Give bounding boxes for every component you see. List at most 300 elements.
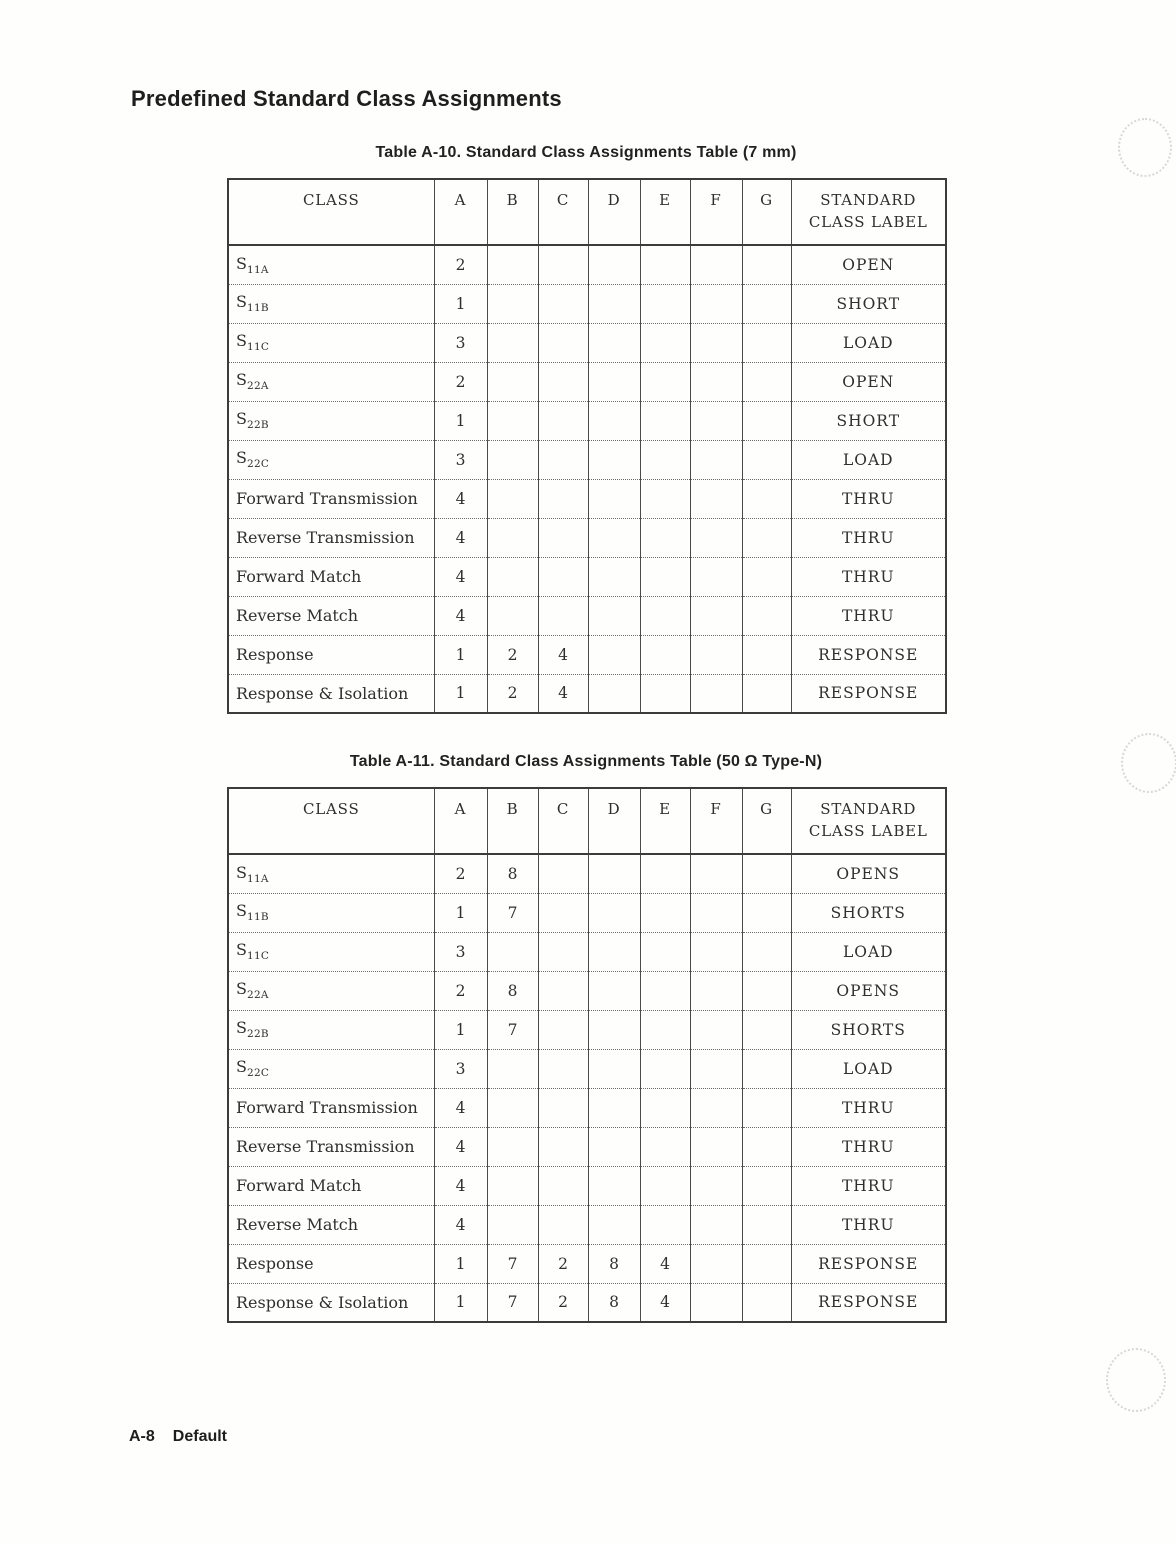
value-cell	[640, 1049, 690, 1088]
value-cell	[538, 854, 588, 893]
standard-class-label-cell: THRU	[791, 479, 946, 518]
value-cell	[487, 479, 538, 518]
value-cell	[538, 1205, 588, 1244]
standard-class-label-cell: RESPONSE	[791, 674, 946, 713]
value-cell	[588, 362, 640, 401]
value-cell	[538, 893, 588, 932]
value-cell	[538, 440, 588, 479]
table-row	[228, 854, 946, 893]
value-cell	[690, 932, 742, 971]
value-cell: 3	[434, 440, 487, 479]
value-cell	[588, 932, 640, 971]
value-cell	[640, 971, 690, 1010]
value-cell: 4	[434, 557, 487, 596]
punch-hole-artifact	[1106, 1348, 1166, 1412]
page-heading: Predefined Standard Class Assignments	[131, 86, 562, 111]
value-cell	[487, 440, 538, 479]
class-name: Forward Transmission	[236, 489, 418, 508]
header-row	[228, 179, 946, 245]
class-cell	[228, 557, 434, 596]
standard-class-label-cell: OPEN	[791, 362, 946, 401]
value-cell	[487, 245, 538, 284]
standard-class-label-cell: OPENS	[791, 971, 946, 1010]
value-cell	[742, 518, 791, 557]
value-cell	[690, 893, 742, 932]
table-row	[228, 518, 946, 557]
table-row	[228, 1049, 946, 1088]
value-cell: 1	[434, 1283, 487, 1322]
value-cell: 2	[434, 245, 487, 284]
class-subscript: 22A	[246, 989, 269, 1002]
value-cell	[487, 401, 538, 440]
value-cell	[690, 479, 742, 518]
value-cell	[640, 362, 690, 401]
value-cell: 4	[640, 1283, 690, 1322]
value-cell	[588, 596, 640, 635]
table-row	[228, 440, 946, 479]
value-cell	[640, 854, 690, 893]
table-row	[228, 284, 946, 323]
value-cell: 2	[538, 1244, 588, 1283]
value-cell	[742, 1088, 791, 1127]
value-cell	[742, 1010, 791, 1049]
class-name: Response	[236, 645, 314, 664]
value-cell	[742, 971, 791, 1010]
value-cell	[742, 401, 791, 440]
value-cell	[690, 1010, 742, 1049]
class-name: Reverse Match	[236, 606, 359, 625]
value-cell	[640, 557, 690, 596]
class-subscript: 11A	[246, 263, 269, 276]
value-cell	[487, 1088, 538, 1127]
table-row	[228, 596, 946, 635]
class-cell	[228, 1283, 434, 1322]
column-header: A	[434, 788, 487, 854]
column-header: STANDARD CLASS LABEL	[791, 179, 946, 245]
class-cell	[228, 362, 434, 401]
value-cell	[588, 1166, 640, 1205]
value-cell	[538, 1166, 588, 1205]
value-cell: 8	[487, 971, 538, 1010]
class-name: S	[236, 862, 247, 882]
table-row	[228, 635, 946, 674]
column-header: B	[487, 179, 538, 245]
value-cell	[538, 1010, 588, 1049]
standard-class-label-cell: SHORTS	[791, 893, 946, 932]
value-cell	[640, 440, 690, 479]
table-row	[228, 401, 946, 440]
value-cell: 8	[487, 854, 538, 893]
value-cell	[690, 362, 742, 401]
value-cell	[690, 518, 742, 557]
value-cell	[588, 284, 640, 323]
standard-class-label-cell: THRU	[791, 1166, 946, 1205]
standard-class-label-cell: THRU	[791, 1127, 946, 1166]
value-cell: 4	[434, 1088, 487, 1127]
value-cell	[690, 854, 742, 893]
value-cell	[690, 1088, 742, 1127]
standard-class-label-cell: THRU	[791, 557, 946, 596]
standard-class-label-cell: LOAD	[791, 440, 946, 479]
standard-class-label-cell: THRU	[791, 518, 946, 557]
value-cell	[742, 854, 791, 893]
class-cell	[228, 479, 434, 518]
value-cell: 4	[640, 1244, 690, 1283]
standard-class-assignments-table-7mm	[227, 178, 947, 714]
value-cell: 7	[487, 893, 538, 932]
value-cell	[742, 440, 791, 479]
standard-class-label-cell: SHORT	[791, 401, 946, 440]
class-cell	[228, 440, 434, 479]
value-cell	[690, 635, 742, 674]
standard-class-label-cell: THRU	[791, 1205, 946, 1244]
value-cell: 2	[434, 362, 487, 401]
value-cell	[690, 674, 742, 713]
value-cell	[588, 635, 640, 674]
value-cell	[588, 893, 640, 932]
column-header: D	[588, 179, 640, 245]
table-block-a11	[227, 753, 945, 1323]
class-name: S	[236, 409, 247, 429]
value-cell: 1	[434, 893, 487, 932]
value-cell	[538, 932, 588, 971]
value-cell	[487, 557, 538, 596]
value-cell	[742, 932, 791, 971]
table-a11-caption: Table A-11. Standard Class Assignments Table (50 Ω Type-N)	[349, 753, 823, 770]
class-subscript: 22C	[246, 1067, 270, 1080]
value-cell	[487, 1049, 538, 1088]
value-cell	[742, 596, 791, 635]
value-cell	[640, 635, 690, 674]
class-name: Reverse Transmission	[236, 528, 415, 547]
value-cell	[742, 1283, 791, 1322]
table-row	[228, 557, 946, 596]
class-subscript: 11A	[246, 872, 269, 885]
value-cell: 7	[487, 1283, 538, 1322]
value-cell	[640, 674, 690, 713]
table-row	[228, 1166, 946, 1205]
class-cell	[228, 401, 434, 440]
value-cell	[588, 518, 640, 557]
value-cell	[640, 932, 690, 971]
column-header: A	[434, 179, 487, 245]
class-name: Reverse Transmission	[236, 1137, 415, 1156]
value-cell	[690, 1205, 742, 1244]
class-name: S	[236, 940, 247, 960]
value-cell	[538, 479, 588, 518]
standard-class-label-cell: SHORT	[791, 284, 946, 323]
page-footer	[129, 1428, 227, 1446]
value-cell: 2	[487, 674, 538, 713]
value-cell: 2	[434, 854, 487, 893]
table-row	[228, 932, 946, 971]
value-cell	[690, 1166, 742, 1205]
value-cell	[538, 362, 588, 401]
class-subscript: 11C	[246, 341, 270, 354]
value-cell	[742, 1205, 791, 1244]
value-cell	[588, 854, 640, 893]
value-cell	[538, 323, 588, 362]
value-cell	[588, 323, 640, 362]
value-cell	[538, 1088, 588, 1127]
class-name: S	[236, 370, 247, 390]
value-cell	[538, 1127, 588, 1166]
class-subscript: 11B	[246, 302, 269, 315]
table-row	[228, 362, 946, 401]
value-cell	[640, 1166, 690, 1205]
value-cell: 4	[538, 635, 588, 674]
value-cell	[588, 1049, 640, 1088]
value-cell	[487, 596, 538, 635]
punch-hole-artifact	[1118, 118, 1172, 177]
class-cell	[228, 971, 434, 1010]
value-cell	[588, 557, 640, 596]
class-cell	[228, 1205, 434, 1244]
class-name: Forward Match	[236, 567, 362, 586]
table-row	[228, 245, 946, 284]
value-cell	[640, 518, 690, 557]
value-cell: 4	[434, 1127, 487, 1166]
value-cell	[487, 1205, 538, 1244]
value-cell: 3	[434, 323, 487, 362]
value-cell	[690, 245, 742, 284]
footer-label: Default	[172, 1428, 228, 1445]
class-subscript: 22A	[246, 380, 269, 393]
column-header: G	[742, 179, 791, 245]
value-cell: 4	[434, 518, 487, 557]
value-cell	[538, 1049, 588, 1088]
value-cell: 8	[588, 1283, 640, 1322]
value-cell: 4	[538, 674, 588, 713]
punch-hole-artifact	[1121, 733, 1176, 793]
table-row	[228, 674, 946, 713]
class-cell	[228, 1088, 434, 1127]
value-cell: 8	[588, 1244, 640, 1283]
value-cell: 3	[434, 932, 487, 971]
page-number: A-8	[129, 1428, 155, 1445]
value-cell	[742, 1127, 791, 1166]
standard-class-label-cell: LOAD	[791, 932, 946, 971]
value-cell	[640, 323, 690, 362]
column-header: E	[640, 788, 690, 854]
value-cell: 1	[434, 1010, 487, 1049]
value-cell	[742, 1166, 791, 1205]
table-row	[228, 479, 946, 518]
value-cell	[690, 596, 742, 635]
value-cell	[538, 518, 588, 557]
value-cell	[487, 932, 538, 971]
class-name: Response	[236, 1254, 314, 1273]
value-cell	[690, 323, 742, 362]
value-cell: 2	[487, 635, 538, 674]
value-cell	[538, 557, 588, 596]
table-row	[228, 1127, 946, 1166]
table-a10-caption: Table A-10. Standard Class Assignments Table (7 mm)	[375, 144, 797, 161]
value-cell	[588, 971, 640, 1010]
column-header: B	[487, 788, 538, 854]
value-cell: 7	[487, 1010, 538, 1049]
column-header: STANDARD CLASS LABEL	[791, 788, 946, 854]
table-row	[228, 1244, 946, 1283]
value-cell	[742, 635, 791, 674]
value-cell: 1	[434, 1244, 487, 1283]
class-cell	[228, 245, 434, 284]
value-cell	[538, 596, 588, 635]
value-cell	[640, 1127, 690, 1166]
value-cell: 4	[434, 596, 487, 635]
column-header: G	[742, 788, 791, 854]
standard-class-label-cell: RESPONSE	[791, 635, 946, 674]
table-row	[228, 1010, 946, 1049]
value-cell	[640, 479, 690, 518]
value-cell	[588, 1127, 640, 1166]
column-header: F	[690, 788, 742, 854]
class-name: S	[236, 1018, 247, 1038]
class-cell	[228, 635, 434, 674]
value-cell: 1	[434, 284, 487, 323]
value-cell	[640, 1205, 690, 1244]
table-row	[228, 1088, 946, 1127]
value-cell	[742, 674, 791, 713]
class-name: S	[236, 901, 247, 921]
value-cell	[690, 401, 742, 440]
class-cell	[228, 932, 434, 971]
column-header: E	[640, 179, 690, 245]
column-header: C	[538, 179, 588, 245]
value-cell	[538, 284, 588, 323]
value-cell: 7	[487, 1244, 538, 1283]
class-name: S	[236, 1057, 247, 1077]
table-row	[228, 971, 946, 1010]
value-cell: 1	[434, 401, 487, 440]
class-name: S	[236, 253, 247, 273]
standard-class-label-cell: RESPONSE	[791, 1244, 946, 1283]
class-name: S	[236, 448, 247, 468]
column-header: CLASS	[228, 788, 434, 854]
value-cell	[588, 440, 640, 479]
value-cell	[487, 518, 538, 557]
value-cell: 3	[434, 1049, 487, 1088]
value-cell	[487, 362, 538, 401]
class-name: Forward Match	[236, 1176, 362, 1195]
class-subscript: 22C	[246, 458, 270, 471]
standard-class-label-cell: THRU	[791, 1088, 946, 1127]
class-cell	[228, 1244, 434, 1283]
column-header: F	[690, 179, 742, 245]
class-subscript: 11B	[246, 911, 269, 924]
value-cell	[588, 245, 640, 284]
table-block-a10	[227, 144, 945, 714]
value-cell	[640, 1010, 690, 1049]
value-cell: 4	[434, 479, 487, 518]
value-cell: 1	[434, 635, 487, 674]
value-cell	[487, 1127, 538, 1166]
class-name: S	[236, 292, 247, 312]
value-cell	[690, 1283, 742, 1322]
standard-class-label-cell: LOAD	[791, 323, 946, 362]
value-cell	[588, 401, 640, 440]
header-row	[228, 788, 946, 854]
table-row	[228, 893, 946, 932]
standard-class-assignments-table-type-n	[227, 787, 947, 1323]
class-cell	[228, 1127, 434, 1166]
class-cell	[228, 674, 434, 713]
value-cell: 1	[434, 674, 487, 713]
value-cell	[487, 284, 538, 323]
class-cell	[228, 284, 434, 323]
value-cell	[487, 323, 538, 362]
value-cell	[690, 284, 742, 323]
value-cell: 4	[434, 1166, 487, 1205]
class-name: S	[236, 331, 247, 351]
value-cell	[742, 284, 791, 323]
standard-class-label-cell: THRU	[791, 596, 946, 635]
class-cell	[228, 596, 434, 635]
value-cell	[588, 479, 640, 518]
class-cell	[228, 1166, 434, 1205]
standard-class-label-cell: OPENS	[791, 854, 946, 893]
class-name: Response & Isolation	[236, 683, 409, 703]
class-name: Forward Transmission	[236, 1098, 418, 1117]
value-cell	[690, 1127, 742, 1166]
value-cell	[742, 323, 791, 362]
value-cell	[640, 1088, 690, 1127]
value-cell	[742, 893, 791, 932]
column-header: CLASS	[228, 179, 434, 245]
table-row	[228, 323, 946, 362]
class-cell	[228, 893, 434, 932]
standard-class-label-cell: LOAD	[791, 1049, 946, 1088]
class-cell	[228, 323, 434, 362]
value-cell	[742, 1244, 791, 1283]
value-cell	[690, 971, 742, 1010]
table-row	[228, 1283, 946, 1322]
value-cell	[690, 1244, 742, 1283]
value-cell: 2	[434, 971, 487, 1010]
value-cell	[588, 1010, 640, 1049]
column-header: C	[538, 788, 588, 854]
value-cell: 2	[538, 1283, 588, 1322]
value-cell: 4	[434, 1205, 487, 1244]
value-cell	[487, 1166, 538, 1205]
value-cell	[538, 245, 588, 284]
class-cell	[228, 518, 434, 557]
value-cell	[640, 284, 690, 323]
value-cell	[742, 362, 791, 401]
class-subscript: 22B	[246, 1028, 269, 1041]
class-name: S	[236, 979, 247, 999]
class-name: Response & Isolation	[236, 1292, 409, 1312]
class-name: Reverse Match	[236, 1215, 359, 1234]
value-cell	[538, 401, 588, 440]
value-cell	[742, 1049, 791, 1088]
value-cell	[690, 1049, 742, 1088]
class-cell	[228, 854, 434, 893]
class-subscript: 22B	[246, 419, 269, 432]
value-cell	[640, 893, 690, 932]
value-cell	[538, 971, 588, 1010]
value-cell	[742, 479, 791, 518]
value-cell	[742, 245, 791, 284]
table-row	[228, 1205, 946, 1244]
value-cell	[690, 557, 742, 596]
value-cell	[640, 596, 690, 635]
standard-class-label-cell: OPEN	[791, 245, 946, 284]
class-cell	[228, 1010, 434, 1049]
class-subscript: 11C	[246, 950, 270, 963]
value-cell	[588, 1205, 640, 1244]
value-cell	[588, 674, 640, 713]
